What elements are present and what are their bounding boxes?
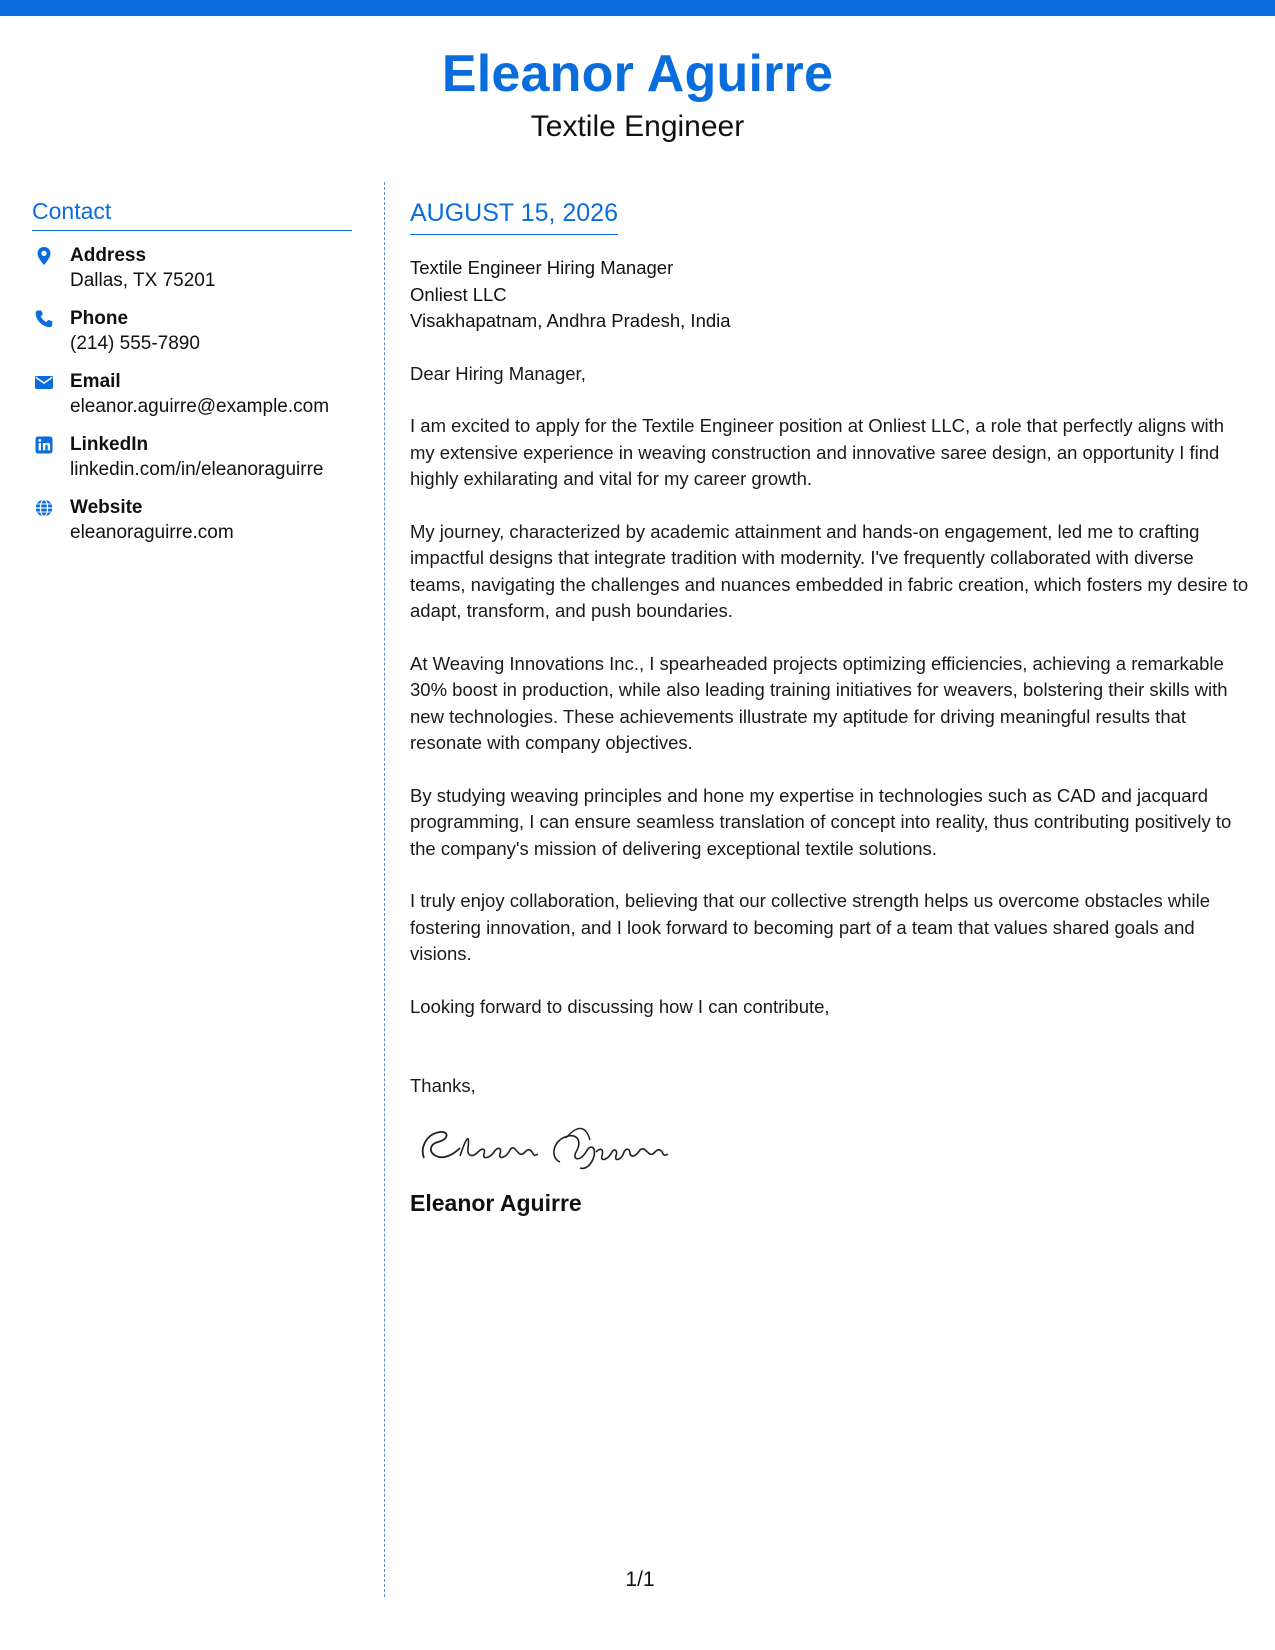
paragraph: I truly enjoy collaboration, believing that our collective strength helps us overcome obstacles while fostering innovation, and I look forward to becoming part of a team that values shared goals and visions. [410, 890, 1211, 964]
contact-value: (214) 555-7890 [70, 333, 200, 354]
paragraph: My journey, characterized by academic attainment and hands-on engagement, led me to crafting impactful designs that integrate tradition with modernity. I've frequently collaborated with diverse teams, navigating the challenges and nuances embedded in fabric creation, which fosters my desire to adapt, transform, and push boundaries. [410, 520, 1249, 621]
closing-line: Looking forward to discussing how I can contribute, [410, 995, 830, 1017]
contact-phone [32, 306, 352, 369]
contact-label: Phone [70, 308, 129, 329]
globe-icon [34, 498, 54, 518]
recipient-block [410, 255, 1250, 335]
contact-value: linkedin.com/in/eleanoraguirre [70, 459, 324, 480]
contact-label: Website [70, 497, 143, 518]
contact-address [32, 243, 352, 306]
contact-label: Email [70, 371, 121, 392]
contact-label: Address [70, 245, 147, 266]
header [0, 40, 1275, 146]
column-divider [384, 182, 385, 1597]
page-number: 1/1 [625, 1568, 655, 1591]
contact-linkedin [32, 432, 352, 495]
paragraph: By studying weaving principles and hone my expertise in technologies such as CAD and jacquard programming, I can ensure seamless translation of concept into reality, thus contributing positively to the company's mission of delivering exceptional textile solutions. [410, 784, 1232, 859]
linkedin-icon [34, 435, 54, 455]
contact-value: eleanoraguirre.com [70, 522, 234, 543]
top-accent-bar [0, 0, 1275, 16]
paragraph: I am excited to apply for the Textile Engineer position at Onliest LLC, a role that perfectly aligns with my extensive experience in weaving construction and innovative saree design, an opportunity I find highly exhilarating and vital for my career growth. [410, 415, 1225, 489]
letter-date: AUGUST 15, 2026 [410, 196, 618, 235]
signer-name: Eleanor Aguirre [410, 1189, 582, 1216]
email-icon [34, 372, 54, 392]
paragraph: At Weaving Innovations Inc., I spearheaded projects optimizing efficiencies, achieving a remarkable 30% boost in production, while also leading training initiatives for weavers, bolstering their skills with new technologies. These achievements illustrate my aptitude for driving meaningful results that resonate with company objectives. [410, 652, 1228, 753]
salutation: Dear Hiring Manager, [410, 362, 586, 384]
recipient-line: Textile Engineer Hiring Manager [410, 257, 674, 278]
contact-email [32, 369, 352, 432]
handwritten-signature [410, 1118, 690, 1174]
candidate-name: Eleanor Aguirre [441, 45, 834, 103]
contact-value: Dallas, TX 75201 [70, 270, 216, 291]
location-pin-icon [34, 246, 54, 266]
job-title: Textile Engineer [530, 110, 745, 143]
contact-website [32, 495, 352, 558]
contact-label: LinkedIn [70, 434, 149, 455]
contact-heading: Contact [32, 196, 352, 231]
contact-value: eleanor.aguirre@example.com [70, 396, 330, 417]
contact-list [32, 243, 352, 558]
signoff: Thanks, [410, 1075, 476, 1096]
contact-sidebar [32, 196, 352, 558]
letter-body [410, 196, 1250, 1218]
recipient-line: Onliest LLC [410, 283, 507, 305]
recipient-line: Visakhapatnam, Andhra Pradesh, India [410, 310, 731, 331]
phone-icon [34, 309, 54, 329]
